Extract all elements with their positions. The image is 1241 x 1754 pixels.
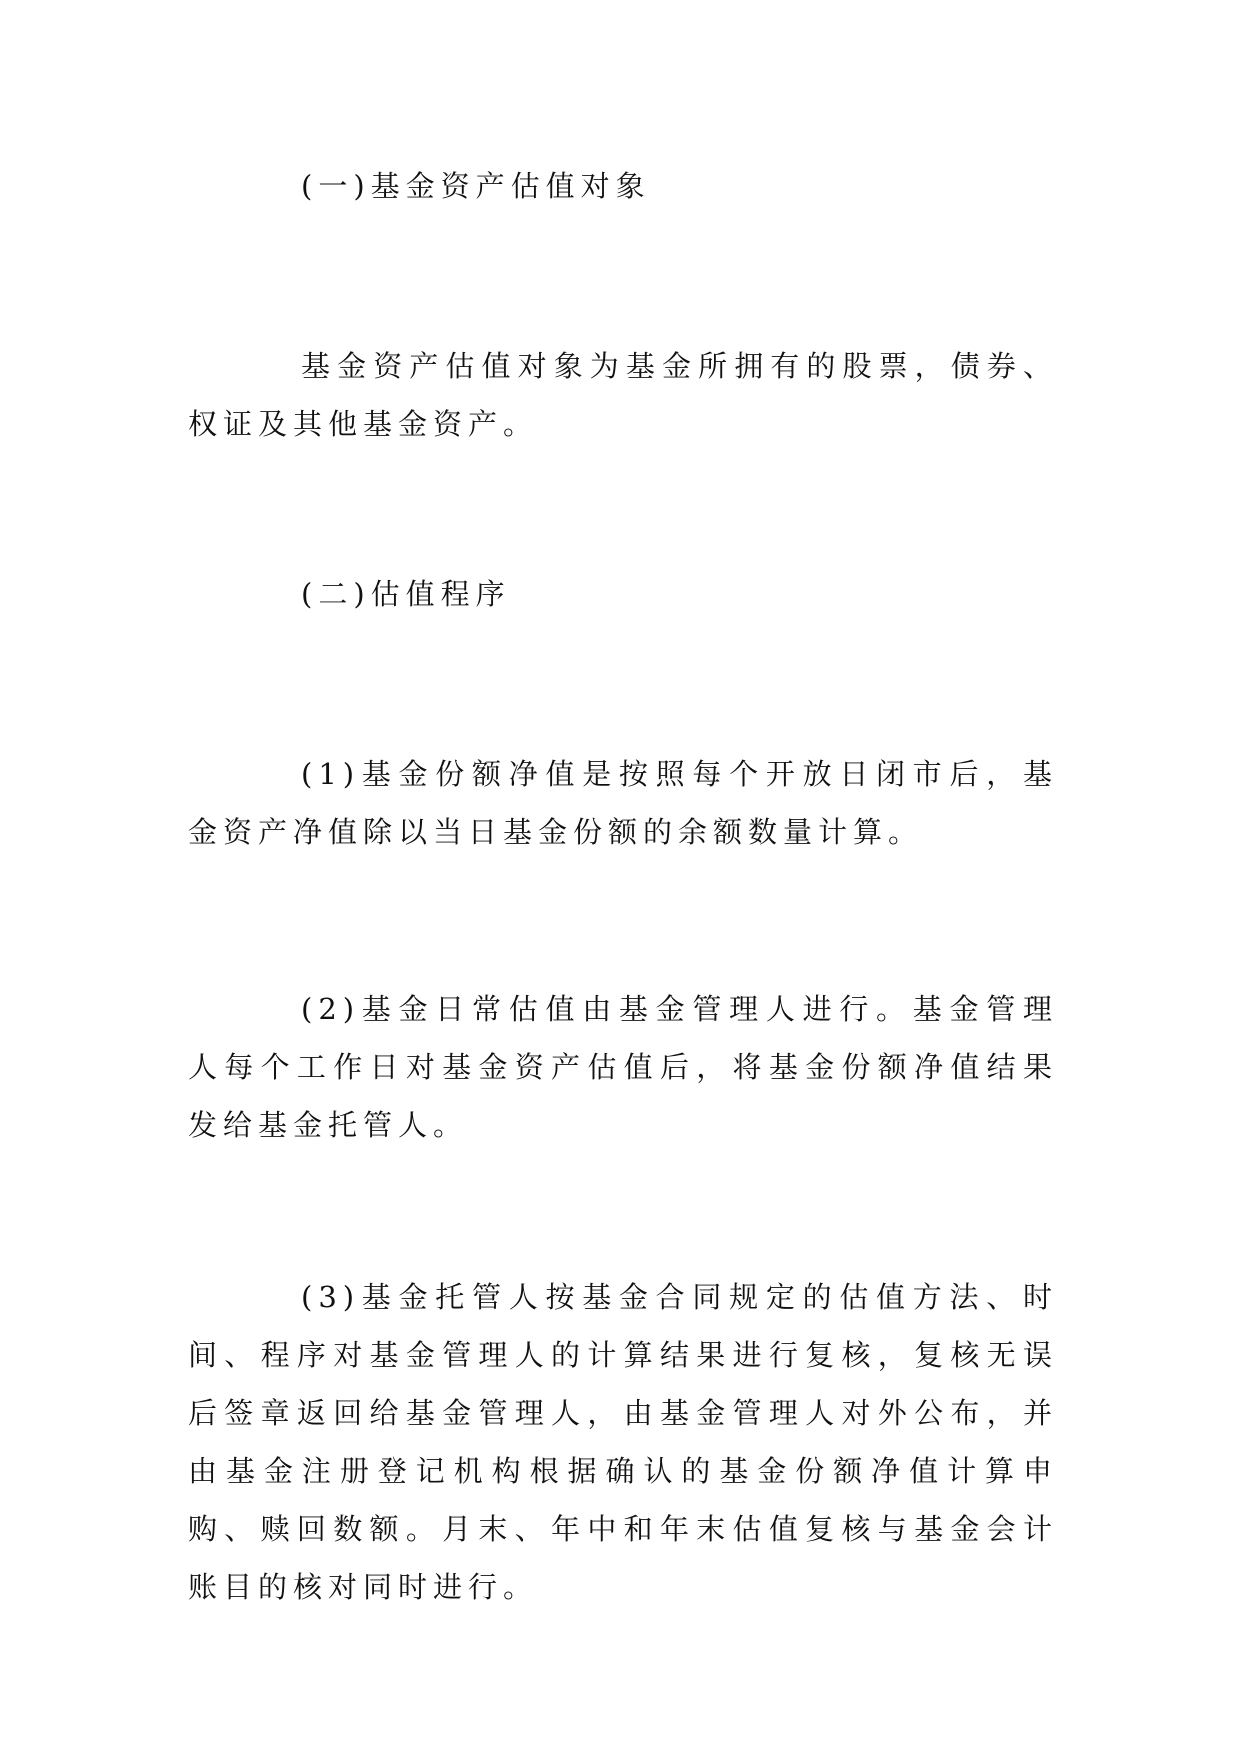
paragraph-procedure-3: (3)基金托管人按基金合同规定的估值方法、时间、程序对基金管理人的计算结果进行复核，复核无误后签章返回给基金管理人，由基金管理人对外公布，并由基金注册登记机构根据确认的基金份额净值计算申购、赎回数额。月末、年中和年末估值复核与基金会计账目的核对同时进行。 (188, 1280, 1058, 1604)
section-heading-valuation-object: (一)基金资产估值对象 (301, 169, 651, 203)
paragraph-procedure-2: (2)基金日常估值由基金管理人进行。基金管理人每个工作日对基金资产估值后，将基金份额净值结果发给基金托管人。 (188, 992, 1058, 1142)
section-heading-valuation-procedure: (二)估值程序 (301, 577, 511, 611)
paragraph-procedure-1: (1)基金份额净值是按照每个开放日闭市后，基金资产净值除以当日基金份额的余额数量计算。 (188, 757, 1058, 849)
paragraph-valuation-object: 基金资产估值对象为基金所拥有的股票，债券、权证及其他基金资产。 (188, 349, 1058, 441)
